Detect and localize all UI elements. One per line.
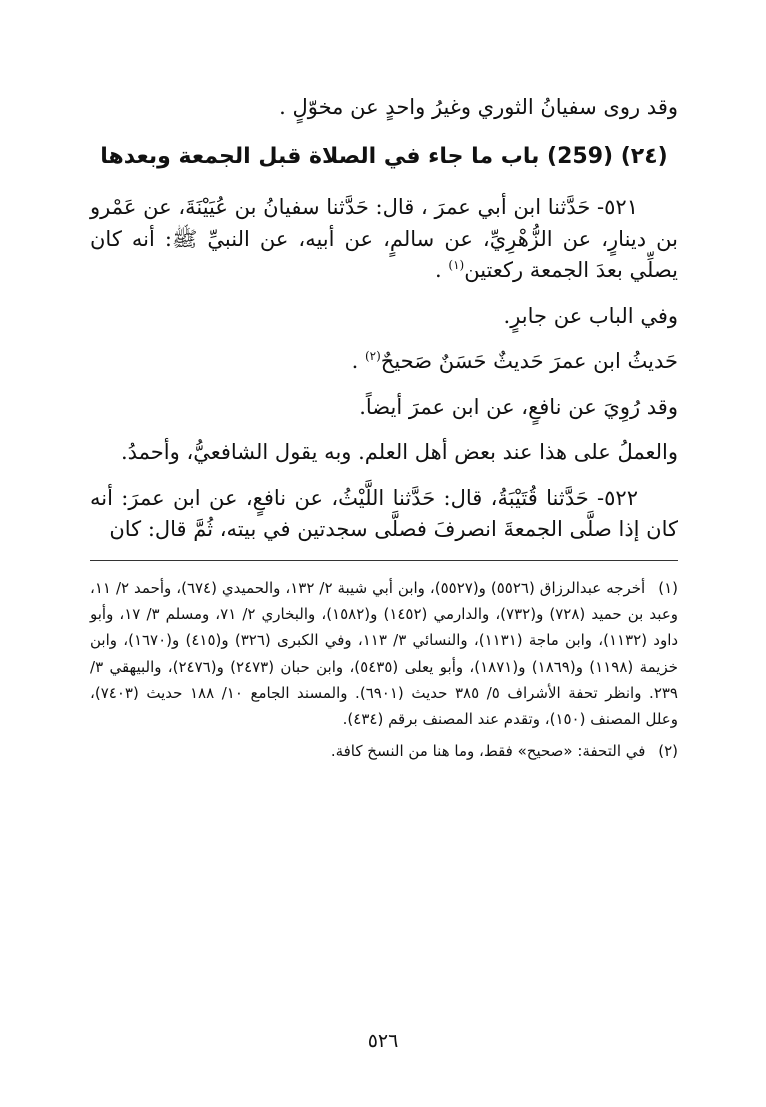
footnote-1-text: أخرجه عبدالرزاق (٥٥٢٦) و(٥٥٢٧)، وابن أبي شيبة ٢/ ١٣٢، والحميدي (٦٧٤)، وأحمد ٢/ ١١، وعبد بن حميد (٧٢٨) و(٧٣٢)، والدارمي (١٤٥٢) و(١٥٨٢)، والبخاري ٢/ ٧١، ومسلم ٣/ ١٧، وأبو داود (١١٣٢)، وابن ماجة (١١٣١)، والنسائي ٣/ ١١٣، وفي الكبرى (٣٢٦) و(٤١٥) و(١٦٧٠)، وابن خزيمة (١١٩٨) و(١٨٦٩) و(١٨٧١)، وأبو يعلى (٥٤٣٥)، وابن حبان (٢٤٧٣) و(٢٤٧٦)، والبيهقي ٣/ ٢٣٩. وانظر تحفة الأشراف ٥/ ٣٨٥ حديث (٦٩٠١). والمسند الجامع ١٠/ ١٨٨ حديث (٧٤٠٣)، وعلل المصنف (١٥٠)، وتقدم عند المصنف برقم (٤٣٤). [90,578,679,729]
page-body [90,92,678,771]
hadith-grade-text: حَديثُ ابن عمرَ حَديثٌ حَسَنٌ صَحيحٌ [380,349,678,374]
hadith-522-paragraph: ٥٢٢- حَدَّثنا قُتَيْبَةُ، قال: حَدَّثنا اللَّيْثُ، عن نافعٍ، عن ابن عمرَ: أنه كان إذا صلَّى الجمعةَ انصرفَ فصلَّى سجدتين في بيته، ثُمَّ قال: كان [90,485,678,542]
page-number: ٥٢٦ [367,1030,399,1052]
jabir-paragraph: وفي الباب عن جابرٍ. [503,303,678,328]
footnote-ref-2[interactable]: (٢) [364,349,381,364]
footnote-ref-1[interactable]: (١) [448,258,465,273]
practice-paragraph: والعملُ على هذا عند بعض أهل العلم. وبه يقول الشافعيُّ، وأحمدُ. [120,440,678,465]
opening-paragraph: وقد روى سفيانُ الثوري وغيرُ واحدٍ عن مخوّلٍ . [279,95,678,119]
footnote-2-number: (٢) [658,742,678,761]
footnote-2-text: في التحفة: «صحيح» فقط، وما هنا من النسخ كافة. [330,742,646,761]
hadith-521-paragraph [90,192,678,287]
chapter-heading: (٢٤) (259) باب ما جاء في الصلاة قبل الجمعة وبعدها [100,143,668,169]
hadith-grade-paragraph [90,346,678,378]
footnote-1-number: (١) [658,578,678,597]
footnotes [90,575,678,765]
hadith-grade-end: . [351,349,365,374]
footnote-1 [90,575,678,733]
hadith-521-end: . [435,258,449,283]
hadith-521-text: ٥٢١- حَدَّثنا ابن أبي عمرَ ، قال: حَدَّثنا سفيانُ بن عُيَيْنَةَ، عن عَمْرو بن دينارٍ، عن الزُّهْرِيِّ، عن سالمٍ، عن أبيه، عن النبيِّ ﷺ: أنه كان يصلِّي بعدَ الجمعة ركعتين [90,195,678,283]
nafi-paragraph: وقد رُوِيَ عن نافعٍ، عن ابن عمرَ أيضاً. [359,394,678,419]
footnote-divider [90,560,678,561]
footnote-2 [90,738,678,764]
